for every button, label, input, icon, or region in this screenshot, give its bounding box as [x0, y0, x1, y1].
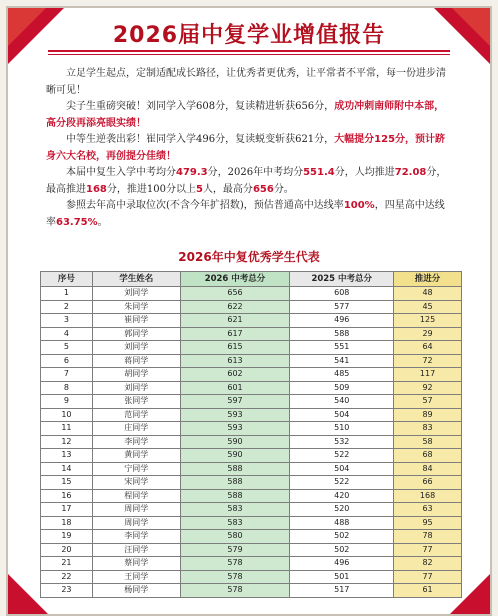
- cell-index: 20: [41, 543, 93, 557]
- cell-student-name: 朱同学: [92, 300, 180, 314]
- highlight-text: 168: [86, 183, 107, 195]
- cell-score-2026: 588: [180, 489, 290, 503]
- cell-score-2025: 488: [290, 516, 394, 530]
- cell-score-2025: 510: [290, 422, 394, 436]
- report-frame: [6, 6, 492, 616]
- cell-score-2025: 517: [290, 584, 394, 598]
- table-row: [41, 516, 462, 530]
- body-text: 分，人均推进: [334, 167, 395, 178]
- cell-score-2025: 520: [290, 503, 394, 517]
- cell-score-2026: 579: [180, 543, 290, 557]
- header-advance: 推进分: [394, 272, 462, 287]
- highlight-text: 大幅提分125分，预计跻身六大名校，再创提分佳绩！: [46, 134, 446, 162]
- cell-advance: 92: [394, 381, 462, 395]
- highlight-text: 656: [252, 183, 274, 195]
- cell-student-name: 宋同学: [92, 476, 180, 490]
- cell-advance: 48: [394, 287, 462, 301]
- cell-advance: 82: [394, 557, 462, 571]
- cell-score-2026: 601: [180, 381, 290, 395]
- intro-paragraph: [46, 66, 452, 99]
- header-name: 学生姓名: [92, 272, 180, 287]
- table-title: 2026年中复优秀学生代表: [178, 250, 320, 264]
- cell-advance: 95: [394, 516, 462, 530]
- highlight-text: 479.3: [176, 167, 208, 178]
- cell-student-name: 李同学: [92, 435, 180, 449]
- cell-student-name: 刘同学: [92, 287, 180, 301]
- cell-index: 22: [41, 570, 93, 584]
- cell-score-2026: 583: [180, 503, 290, 517]
- cell-score-2025: 551: [290, 341, 394, 355]
- body-text: 尖子生重磅突破！刘同学入学608分，复读精进斩获656分，: [66, 101, 335, 112]
- cell-student-name: 周同学: [92, 516, 180, 530]
- cell-score-2026: 656: [180, 287, 290, 301]
- cell-advance: 57: [394, 395, 462, 409]
- table-row: [41, 503, 462, 517]
- cell-score-2026: 593: [180, 422, 290, 436]
- cell-index: 1: [41, 287, 93, 301]
- table-row: [41, 543, 462, 557]
- cell-index: 11: [41, 422, 93, 436]
- cell-score-2025: 485: [290, 368, 394, 382]
- cell-student-name: 杨同学: [92, 584, 180, 598]
- cell-score-2025: 504: [290, 462, 394, 476]
- table-row: [41, 530, 462, 544]
- cell-advance: 45: [394, 300, 462, 314]
- cell-index: 5: [41, 341, 93, 355]
- cell-advance: 66: [394, 476, 462, 490]
- cell-student-name: 王同学: [92, 570, 180, 584]
- table-row: [41, 476, 462, 490]
- cell-student-name: 刘同学: [92, 341, 180, 355]
- cell-score-2026: 590: [180, 435, 290, 449]
- cell-score-2026: 622: [180, 300, 290, 314]
- cell-index: 9: [41, 395, 93, 409]
- table-row: [41, 422, 462, 436]
- table-row: [41, 584, 462, 598]
- cell-score-2025: 608: [290, 287, 394, 301]
- cell-index: 12: [41, 435, 93, 449]
- table-row: [41, 287, 462, 301]
- body-text: 分，2026年中考均分: [207, 167, 304, 178]
- cell-score-2025: 541: [290, 354, 394, 368]
- body-text: 人，最高分: [202, 183, 253, 195]
- cell-score-2026: 597: [180, 395, 290, 409]
- highlight-text: 63.75%: [56, 216, 98, 228]
- cell-advance: 58: [394, 435, 462, 449]
- intro-text: [46, 66, 452, 231]
- cell-score-2026: 613: [180, 354, 290, 368]
- cell-advance: 78: [394, 530, 462, 544]
- cell-score-2025: 496: [290, 314, 394, 328]
- body-text: 分，最高推进: [46, 167, 447, 195]
- highlight-text: 5: [195, 183, 203, 195]
- table-row: [41, 489, 462, 503]
- table-row: [41, 435, 462, 449]
- table-row: [41, 368, 462, 382]
- table-row: [41, 341, 462, 355]
- cell-advance: 168: [394, 489, 462, 503]
- cell-index: 7: [41, 368, 93, 382]
- cell-index: 21: [41, 557, 93, 571]
- cell-score-2026: 588: [180, 476, 290, 490]
- cell-score-2026: 583: [180, 516, 290, 530]
- cell-index: 2: [41, 300, 93, 314]
- header-score-2026: 2026 中考总分: [180, 272, 290, 287]
- cell-score-2025: 588: [290, 327, 394, 341]
- highlight-text: 72.08: [394, 167, 427, 178]
- cell-student-name: 崔同学: [92, 314, 180, 328]
- cell-student-name: 庄同学: [92, 422, 180, 436]
- cell-score-2026: 615: [180, 341, 290, 355]
- cell-student-name: 汪同学: [92, 543, 180, 557]
- cell-student-name: 范同学: [92, 408, 180, 422]
- cell-index: 8: [41, 381, 93, 395]
- table-row: [41, 300, 462, 314]
- cell-score-2026: 580: [180, 530, 290, 544]
- cell-index: 10: [41, 408, 93, 422]
- cell-student-name: 张同学: [92, 395, 180, 409]
- table-row: [41, 462, 462, 476]
- header-index: 序号: [41, 272, 93, 287]
- cell-advance: 77: [394, 570, 462, 584]
- cell-student-name: 蔡同学: [92, 557, 180, 571]
- table-row: [41, 354, 462, 368]
- intro-paragraph: [46, 165, 452, 198]
- body-text: 立足学生起点，定制适配成长路径，让优秀者更优秀，让平常者不平常，每一份进步清晰可见！: [46, 68, 446, 96]
- cell-score-2025: 509: [290, 381, 394, 395]
- body-text: 分。: [273, 183, 294, 195]
- cell-score-2026: 602: [180, 368, 290, 382]
- cell-score-2026: 578: [180, 584, 290, 598]
- table-row: [41, 557, 462, 571]
- cell-score-2025: 502: [290, 530, 394, 544]
- cell-index: 18: [41, 516, 93, 530]
- cell-score-2025: 540: [290, 395, 394, 409]
- table-row: [41, 449, 462, 463]
- cell-advance: 83: [394, 422, 462, 436]
- table-row: [41, 408, 462, 422]
- cell-advance: 117: [394, 368, 462, 382]
- scores-table: [40, 271, 462, 598]
- cell-index: 4: [41, 327, 93, 341]
- body-text: 参照去年高中录取位次(不含今年扩招数)，预估普通高中达线率: [66, 200, 344, 211]
- cell-index: 19: [41, 530, 93, 544]
- table-row: [41, 327, 462, 341]
- cell-score-2025: 577: [290, 300, 394, 314]
- cell-score-2025: 522: [290, 449, 394, 463]
- cell-index: 16: [41, 489, 93, 503]
- cell-student-name: 周同学: [92, 503, 180, 517]
- cell-index: 3: [41, 314, 93, 328]
- cell-score-2026: 617: [180, 327, 290, 341]
- table-row: [41, 570, 462, 584]
- header-score-2025: 2025 中考总分: [290, 272, 394, 287]
- cell-advance: 84: [394, 462, 462, 476]
- cell-student-name: 胡同学: [92, 368, 180, 382]
- cell-advance: 89: [394, 408, 462, 422]
- cell-advance: 61: [394, 584, 462, 598]
- table-row: [41, 314, 462, 328]
- table-row: [41, 395, 462, 409]
- page-title: 2026届中复学业增值报告: [112, 23, 386, 48]
- body-text: ，四星高中达线率: [46, 200, 445, 228]
- cell-score-2025: 501: [290, 570, 394, 584]
- cell-advance: 63: [394, 503, 462, 517]
- table-row: [41, 381, 462, 395]
- cell-index: 17: [41, 503, 93, 517]
- intro-paragraph: [46, 198, 452, 231]
- cell-student-name: 程同学: [92, 489, 180, 503]
- body-text: 。: [97, 216, 108, 228]
- cell-student-name: 蒋同学: [92, 354, 180, 368]
- cell-score-2025: 532: [290, 435, 394, 449]
- cell-index: 6: [41, 354, 93, 368]
- cell-index: 23: [41, 584, 93, 598]
- intro-paragraph: [46, 99, 452, 132]
- cell-advance: 77: [394, 543, 462, 557]
- cell-advance: 68: [394, 449, 462, 463]
- title-divider-thin: [48, 54, 450, 55]
- cell-advance: 72: [394, 354, 462, 368]
- cell-advance: 125: [394, 314, 462, 328]
- cell-advance: 64: [394, 341, 462, 355]
- cell-student-name: 李同学: [92, 530, 180, 544]
- cell-index: 13: [41, 449, 93, 463]
- table-header-row: [41, 272, 462, 287]
- cell-student-name: 刘同学: [92, 381, 180, 395]
- cell-score-2025: 522: [290, 476, 394, 490]
- cell-score-2025: 502: [290, 543, 394, 557]
- highlight-text: 成功冲刺南师附中本部，高分段再添亮眼实绩！: [46, 101, 445, 129]
- cell-score-2026: 621: [180, 314, 290, 328]
- cell-score-2026: 578: [180, 570, 290, 584]
- cell-score-2025: 504: [290, 408, 394, 422]
- cell-student-name: 郭同学: [92, 327, 180, 341]
- intro-paragraph: [46, 132, 452, 165]
- cell-score-2025: 420: [290, 489, 394, 503]
- cell-score-2026: 578: [180, 557, 290, 571]
- cell-student-name: 黄同学: [92, 449, 180, 463]
- body-text: 本届中复生入学中考均分: [66, 167, 176, 178]
- cell-score-2025: 496: [290, 557, 394, 571]
- cell-score-2026: 593: [180, 408, 290, 422]
- cell-score-2026: 588: [180, 462, 290, 476]
- highlight-text: 100%: [343, 200, 375, 211]
- cell-index: 15: [41, 476, 93, 490]
- cell-advance: 29: [394, 327, 462, 341]
- highlight-text: 551.4: [303, 167, 335, 178]
- body-text: 中等生逆袭出彩！崔同学入学496分，复读蜕变斩获621分，: [66, 134, 335, 145]
- cell-student-name: 宁同学: [92, 462, 180, 476]
- cell-score-2026: 590: [180, 449, 290, 463]
- cell-index: 14: [41, 462, 93, 476]
- body-text: 分，推进100分以上: [106, 183, 196, 195]
- title-divider: [48, 50, 450, 52]
